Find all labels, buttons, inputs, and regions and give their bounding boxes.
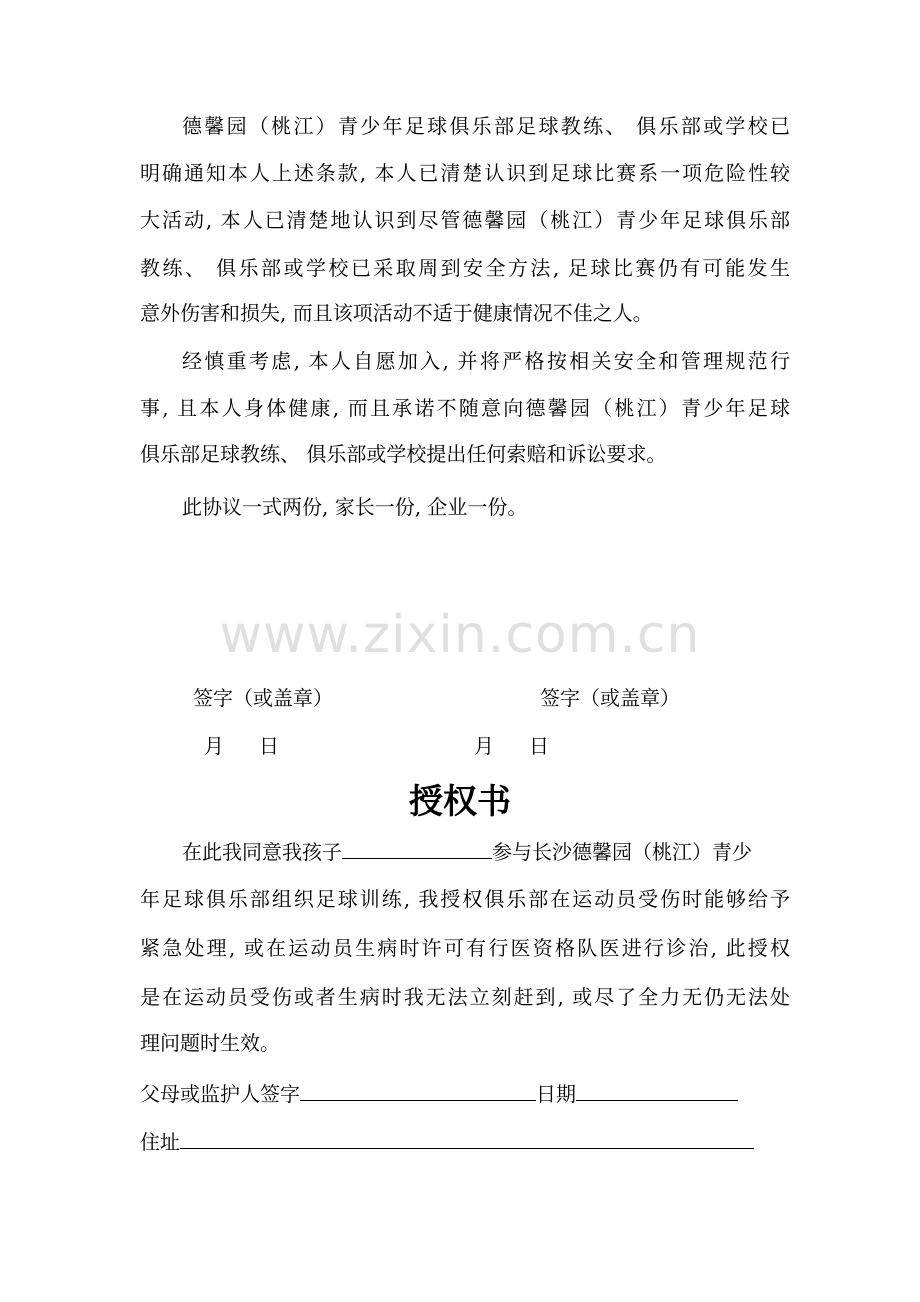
- date-month-left: 月: [204, 734, 224, 758]
- date-month-right: 月: [474, 734, 494, 758]
- signature-label-left: 签字（或盖章）: [193, 686, 333, 710]
- paragraph-line: 此协议一式两份, 家长一份, 企业一份。: [182, 495, 528, 519]
- date-day-right: 日: [529, 734, 549, 758]
- authorization-line: 理问题时生效。: [140, 1031, 280, 1055]
- guardian-signature-row: [140, 1078, 738, 1109]
- authorization-line: 紧急处理, 或在运动员生病时许可有行医资格队医进行诊治, 此授权: [140, 936, 790, 960]
- child-name-field[interactable]: [342, 836, 492, 859]
- authorization-line: 是在运动员受伤或者生病时我无法立刻赶到, 或尽了全力无仍无法处: [140, 985, 790, 1009]
- date-label: 日期: [536, 1082, 576, 1106]
- address-field[interactable]: [180, 1126, 754, 1149]
- paragraph-line: 意外伤害和损失, 而且该项活动不适于健康情况不佳之人。: [140, 301, 653, 325]
- authorization-intro-continuation: 参与长沙德馨园（桃江）青少: [492, 840, 752, 864]
- paragraph-line: 事, 且本人身体健康, 而且承诺不随意向德馨园（桃江）青少年足球: [140, 396, 790, 420]
- guardian-signature-field[interactable]: [300, 1078, 536, 1101]
- guardian-signature-label: 父母或监护人签字: [140, 1082, 300, 1106]
- watermark: www.zixin.com.cn: [219, 605, 701, 665]
- authorization-title: 授权书: [409, 782, 511, 822]
- paragraph-line: 大活动, 本人已清楚地认识到尽管德馨园（桃江）青少年足球俱乐部: [140, 208, 790, 232]
- signature-label-right: 签字（或盖章）: [540, 686, 680, 710]
- date-day-left: 日: [259, 734, 279, 758]
- authorization-intro-text: 在此我同意我孩子: [182, 840, 342, 864]
- authorization-first-line: [182, 836, 752, 867]
- authorization-line: 年足球俱乐部组织足球训练, 我授权俱乐部在运动员受伤时能够给予: [140, 887, 790, 911]
- address-row: [140, 1126, 754, 1157]
- date-field[interactable]: [576, 1078, 738, 1101]
- paragraph-line: 俱乐部足球教练、 俱乐部或学校提出任何索赔和诉讼要求。: [140, 442, 667, 466]
- paragraph-line: 教练、 俱乐部或学校已采取周到安全方法, 足球比赛仍有可能发生: [140, 256, 790, 280]
- paragraph-line: 经慎重考虑, 本人自愿加入, 并将严格按相关安全和管理规范行: [182, 349, 790, 373]
- paragraph-line: 德馨园（桃江）青少年足球俱乐部足球教练、 俱乐部或学校已: [182, 114, 790, 138]
- address-label: 住址: [140, 1130, 180, 1154]
- paragraph-line: 明确通知本人上述条款, 本人已清楚认识到足球比赛系一项危险性较: [140, 161, 790, 185]
